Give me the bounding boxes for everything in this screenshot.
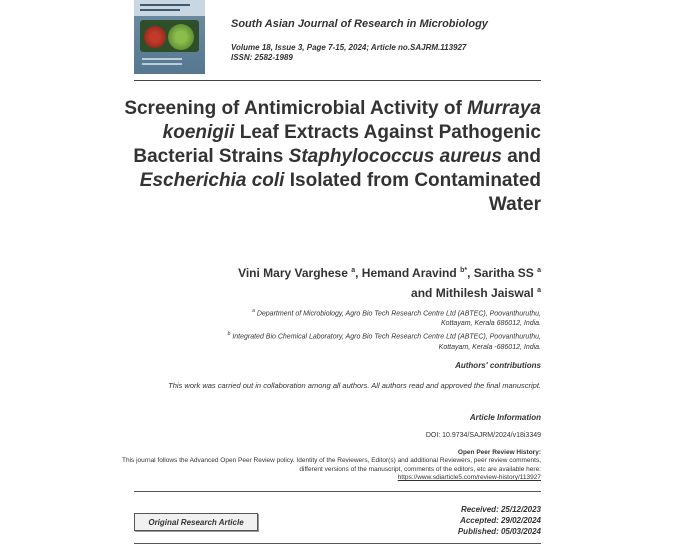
- article-type-badge: Original Research Article: [134, 513, 258, 531]
- review-history-link[interactable]: https://www.sdiarticle5.com/review-history/113927: [397, 474, 541, 481]
- journal-cover-thumbnail: [134, 0, 205, 74]
- journal-name: South Asian Journal of Research in Microbiology: [231, 18, 488, 30]
- contributions-heading: Authors' contributions: [455, 361, 541, 370]
- peer-review-text: This journal follows the Advanced Open Peer Review policy. Identity of the Reviewers, Editor(s) and additional Reviewers, peer review comments, different versions of the manuscript, comments of the editors, etc are available here: https://www.sdiarticle5.com/review-history/113927: [122, 457, 541, 481]
- volume-info: Volume 18, Issue 3, Page 7-15, 2024; Article no.SAJRM.113927: [231, 43, 467, 52]
- publication-dates: [458, 504, 541, 537]
- affiliations: $^a$ Department of Microbiology, Agro Bio Tech Research Centre Ltd (ABTEC), Poovanthuruthu, Kottayam, Kerala 686012, India. $^b$ Integrated Bio Chemical Laboratory, Agro Bio Tech Research Centre Ltd (ABTEC), Poovanthuruthu, Kottayam, Kerala -686012, India.: [227, 308, 541, 351]
- contributions-text: This work was carried out in collaboration among all authors. All authors read and approved the final manuscript.: [168, 381, 541, 390]
- article-info-heading: Article Information: [469, 413, 541, 422]
- peer-review-heading: Open Peer Review History:: [457, 449, 541, 456]
- published-date: Published: 05/03/2024: [457, 527, 541, 536]
- paper-title: Screening of Antimicrobial Activity of Murraya koenigii Leaf Extracts Against Pathogenic Bacterial Strains Staphylococcus aureus and Escherichia coli Isolated from Contaminated Water: [124, 98, 541, 215]
- received-date: Received: 25/12/2023: [460, 505, 541, 514]
- header-divider: [134, 80, 541, 81]
- issn: ISSN: 2582-1989: [231, 53, 293, 62]
- author-list: Vini Mary Varghese $^a$, Hemand Aravind $^{b*}$, Saritha SS $^a$ and Mithilesh Jaiswal $^a$: [238, 266, 541, 300]
- accepted-date: Accepted: 29/02/2024: [460, 516, 541, 525]
- footer-divider: [134, 543, 541, 544]
- section-divider: [134, 491, 541, 492]
- doi: DOI: 10.9734/SAJRM/2024/v18i3349: [425, 432, 541, 439]
